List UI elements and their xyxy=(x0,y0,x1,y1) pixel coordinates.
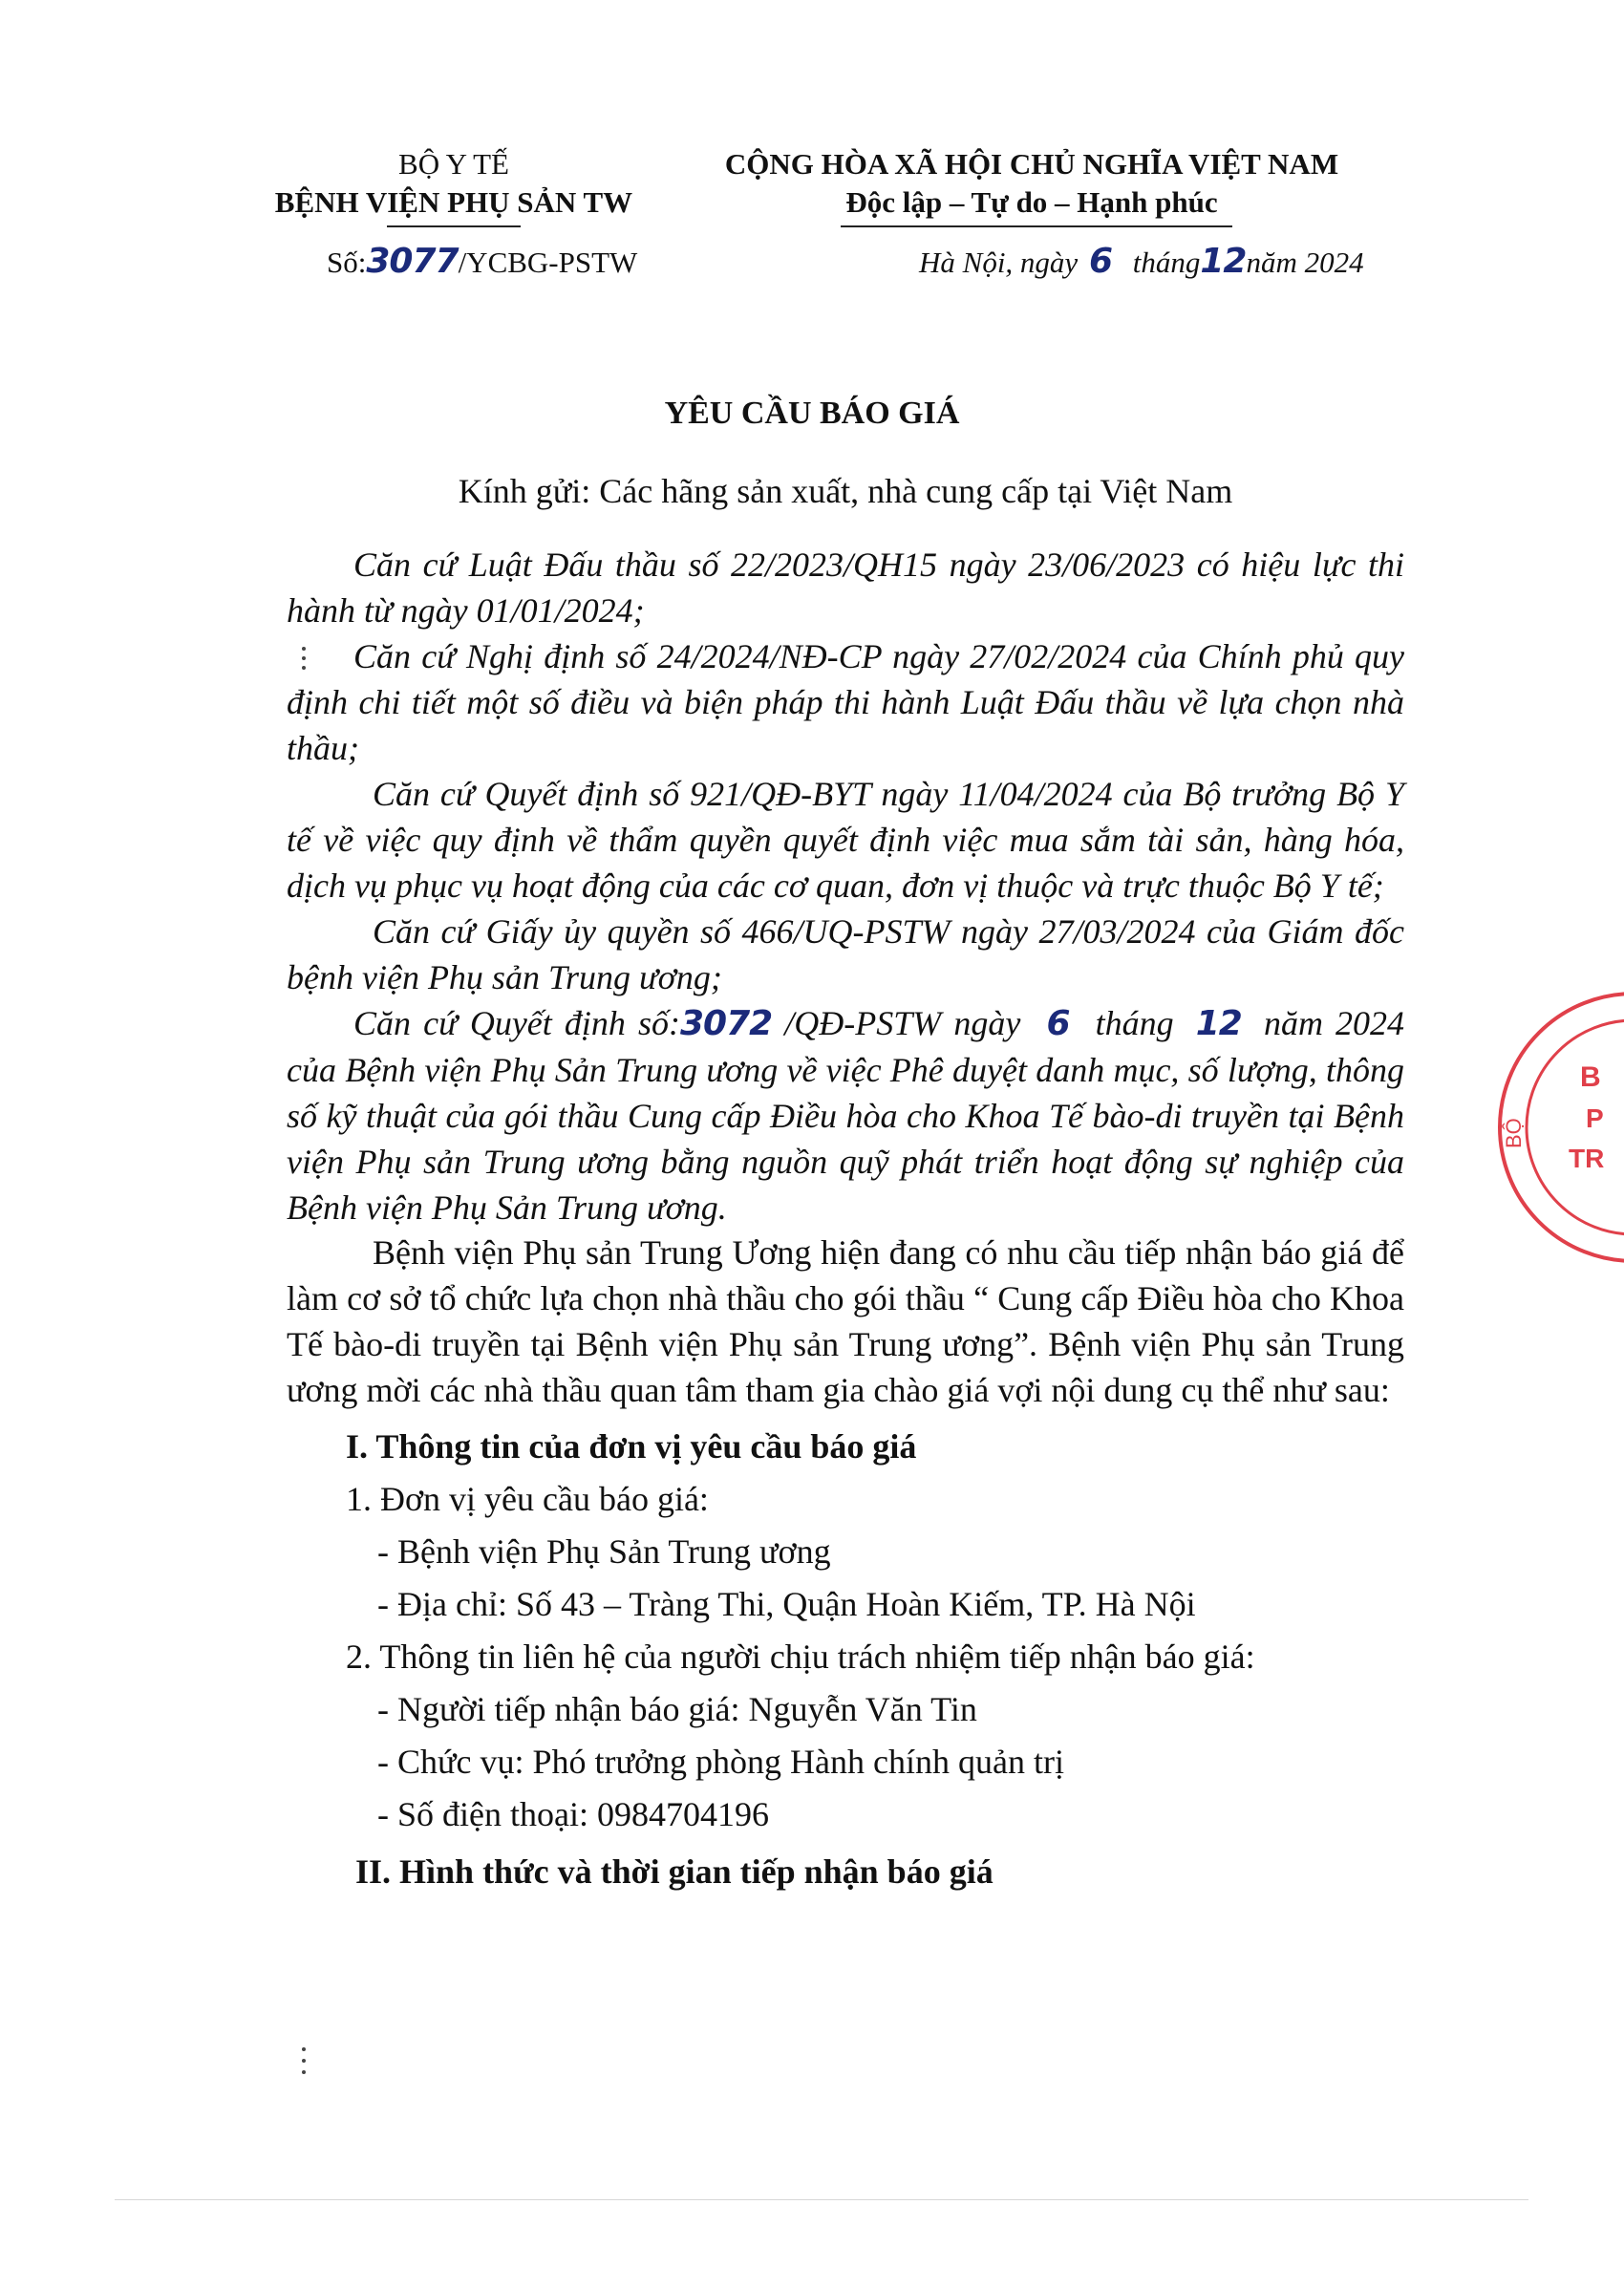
legal-bases xyxy=(287,542,1404,1231)
scan-mark-1 xyxy=(302,647,306,651)
hospital-name-text: BỆNH VIỆN PHỤ SẢN TW xyxy=(274,185,633,219)
seal-inner-ring xyxy=(1527,1020,1624,1234)
basis-decision-byt: Căn cứ Quyết định số 921/QĐ-BYT ngày 11/04/2024 của Bộ trưởng Bộ Y tế về việc quy định về thẩm quyền quyết định việc mua sắm tài sản, hàng hóa, dịch vụ phục vụ hoạt động của các cơ quan, đơn vị thuộc và trực thuộc Bộ Y tế; xyxy=(287,775,1404,905)
handwritten-month: 12 xyxy=(1200,242,1247,281)
b5-month-label: tháng xyxy=(1095,1004,1174,1042)
section1-heading: I. Thông tin của đơn vị yêu cầu báo giá xyxy=(346,1427,917,1466)
country-name: CỘNG HÒA XÃ HỘI CHỦ NGHĨA VIỆT NAM xyxy=(724,147,1339,181)
national-motto: Độc lập – Tự do – Hạnh phúc xyxy=(845,185,1218,219)
basis-decision-pstw xyxy=(287,1000,1404,1231)
motto-underline xyxy=(841,225,1232,227)
hospital-name xyxy=(239,183,669,222)
hospital-underline xyxy=(387,225,521,227)
section1-item1-hospital: - Bệnh viện Phụ Sản Trung ương xyxy=(377,1532,831,1571)
section1-item1: 1. Đơn vị yêu cầu báo giá: xyxy=(346,1480,709,1518)
intro-text: Bệnh viện Phụ sản Trung Ương hiện đang có nhu cầu tiếp nhận báo giá để làm cơ sở tổ chức lựa chọn nhà thầu cho gói thầu “ Cung cấp Điều hòa cho Khoa Tế bào-di truyền tại Bệnh viện Phụ sản Trung ương”. Bệnh viện Phụ sản Trung ương mời các nhà thầu quan tâm tham gia chào giá vợi nội dung cụ thể như sau: xyxy=(287,1233,1404,1409)
scan-mark-5 xyxy=(302,2059,306,2063)
document-title: YÊU CẦU BÁO GIÁ xyxy=(664,396,960,431)
basis-law: Căn cứ Luật Đấu thầu số 22/2023/QH15 ngày 23/06/2023 có hiệu lực thi hành từ ngày 01/01/2024; xyxy=(287,546,1404,630)
seal-side-text: BỘ xyxy=(1502,1118,1526,1148)
date-month-label: tháng xyxy=(1132,246,1201,279)
intro-paragraph xyxy=(287,1230,1404,1413)
section1-item1-address: - Địa chỉ: Số 43 – Tràng Thi, Quận Hoàn Kiếm, TP. Hà Nội xyxy=(377,1585,1196,1623)
scan-mark-2 xyxy=(302,656,306,660)
seal-line3: TR xyxy=(1569,1144,1605,1173)
section1-item2-receiver: - Người tiếp nhận báo giá: Nguyễn Văn Tin xyxy=(377,1690,977,1728)
basis-authorization: Căn cứ Giấy ủy quyền số 466/UQ-PSTW ngày 27/03/2024 của Giám đốc bệnh viện Phụ sản Trung ương; xyxy=(287,912,1404,996)
number-prefix: Số: xyxy=(327,246,367,279)
handwritten-day: 6 xyxy=(1088,242,1112,281)
document-date xyxy=(919,243,1364,282)
section2-heading: II. Hình thức và thời gian tiếp nhận báo giá xyxy=(355,1852,994,1891)
red-seal-stamp xyxy=(1490,984,1624,1271)
b5-handwritten-month: 12 xyxy=(1195,1004,1242,1043)
date-year: năm 2024 xyxy=(1246,246,1364,279)
date-place: Hà Nội, ngày xyxy=(919,246,1079,279)
b5-prefix: Căn cứ Quyết định số: xyxy=(353,1004,680,1042)
seal-line2: P xyxy=(1586,1103,1604,1133)
basis-decree: Căn cứ Nghị định số 24/2024/NĐ-CP ngày 27/02/2024 của Chính phủ quy định chi tiết một số điều và biện pháp thi hành Luật Đấu thầu về lựa chọn nhà thầu; xyxy=(287,637,1404,767)
b5-mid: /QĐ-PSTW ngày xyxy=(784,1004,1021,1042)
b5-rest: năm 2024 của Bệnh viện Phụ Sản Trung ương về việc Phê duyệt danh mục, số lượng, thông số kỹ thuật của gói thầu Cung cấp Điều hòa cho Khoa Tế bào-di truyền tại Bệnh viện Phụ sản Trung ương bằng nguồn quỹ phát triển hoạt động sự nghiệp của Bệnh viện Phụ Sản Trung ương. xyxy=(287,1004,1405,1227)
section1-item2: 2. Thông tin liên hệ của người chịu trách nhiệm tiếp nhận báo giá: xyxy=(346,1638,1255,1676)
scan-mark-6 xyxy=(302,2070,306,2074)
section1-item2-position: - Chức vụ: Phó trưởng phòng Hành chính quản trị xyxy=(377,1743,1064,1781)
scan-mark-3 xyxy=(302,666,306,670)
b5-handwritten-number: 3072 xyxy=(679,1004,773,1043)
b5-handwritten-day: 6 xyxy=(1046,1004,1070,1043)
section1-item2-phone: - Số điện thoại: 0984704196 xyxy=(377,1795,769,1833)
seal-line1: B xyxy=(1580,1061,1601,1093)
ministry-name: BỘ Y TẾ xyxy=(398,147,509,181)
document-number xyxy=(327,243,637,282)
scan-mark-4 xyxy=(302,2047,306,2051)
addressee: Kính gửi: Các hãng sản xuất, nhà cung cấp tại Việt Nam xyxy=(458,472,1233,510)
handwritten-number: 3077 xyxy=(366,242,459,281)
scan-bottom-line xyxy=(115,2199,1528,2200)
number-suffix: /YCBG-PSTW xyxy=(458,246,638,279)
